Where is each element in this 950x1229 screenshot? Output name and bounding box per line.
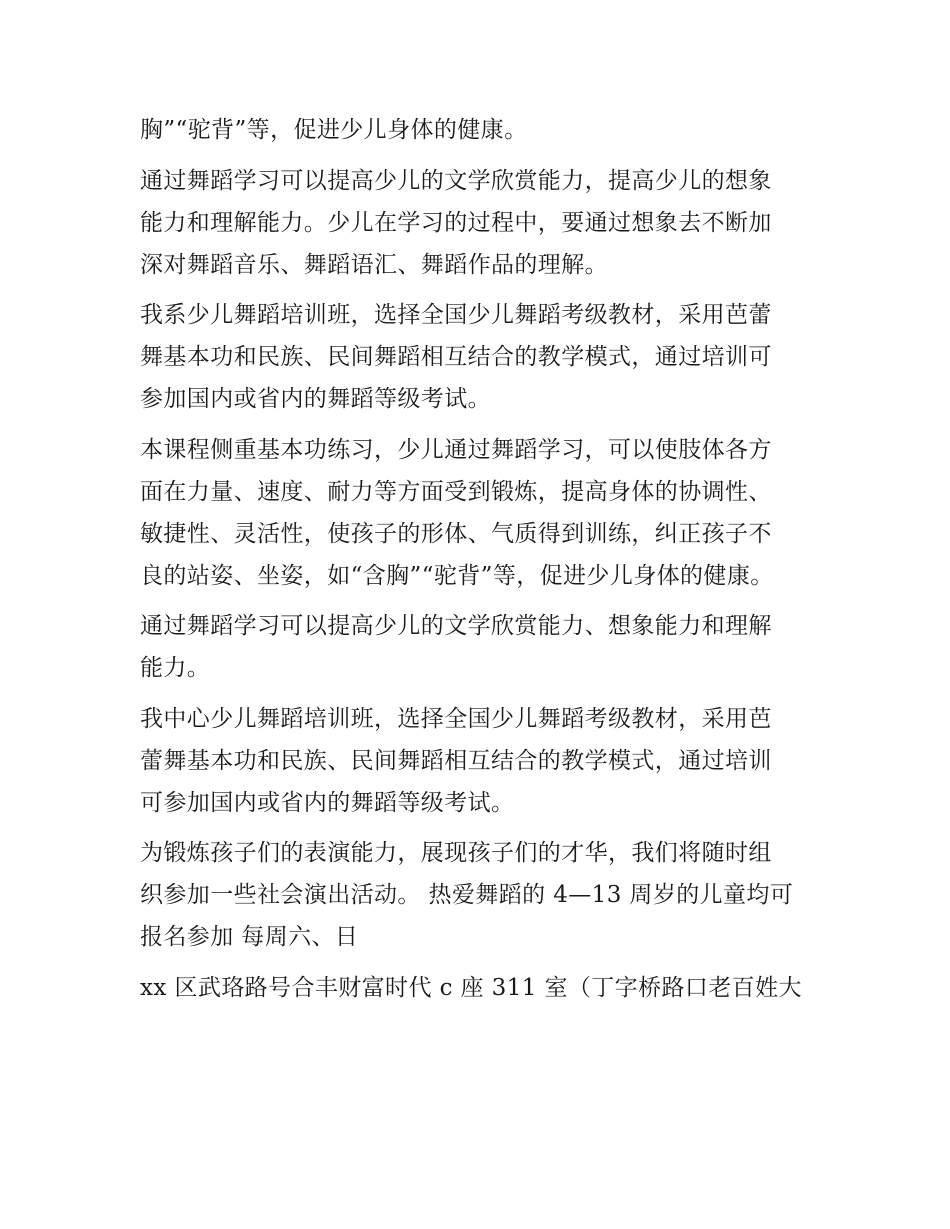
text-line: 我中心少儿舞蹈培训班，选择全国少儿舞蹈考级教材，采用芭 [140, 705, 772, 732]
paragraph [140, 605, 820, 689]
paragraph [140, 698, 820, 824]
paragraph [140, 967, 820, 1009]
paragraph [140, 160, 820, 286]
text-line: 我系少儿舞蹈培训班，选择全国少儿舞蹈考级教材，采用芭蕾 [140, 302, 772, 328]
text-line: 通过舞蹈学习可以提高少儿的文学欣赏能力，提高少儿的想象 [140, 167, 772, 194]
text-line: 敏捷性、灵活性，使孩子的形体、气质得到训练，纠正孩子不 [140, 520, 772, 547]
paragraph [140, 832, 820, 958]
text-line: 能力和理解能力。少儿在学习的过程中，要通过想象去不断加 [140, 209, 772, 236]
text-line: 通过舞蹈学习可以提高少儿的文学欣赏能力、想象能力和理解 [140, 613, 772, 639]
text-line: 蕾舞基本功和民族、民间舞蹈相互结合的教学模式，通过培训 [140, 747, 772, 774]
text-line: 织参加一些社会演出活动。 热爱舞蹈的 4—13 周岁的儿童均可 [140, 882, 794, 908]
text-line: 为锻炼孩子们的表演能力，展现孩子们的才华，我们将随时组 [140, 840, 772, 866]
text-line: 报名参加 每周六、日 [140, 924, 359, 950]
paragraph [140, 109, 820, 151]
text-line: 深对舞蹈音乐、舞蹈语汇、舞蹈作品的理解。 [140, 251, 608, 278]
text-line: 面在力量、速度、耐力等方面受到锻炼，提高身体的协调性、 [140, 478, 772, 505]
document-body [140, 109, 820, 1017]
text-line: 参加国内或省内的舞蹈等级考试。 [140, 386, 491, 412]
text-line: 能力。 [140, 655, 211, 681]
text-line: 可参加国内或省内的舞蹈等级考试。 [140, 789, 515, 816]
paragraph [140, 429, 820, 597]
text-line: 良的站姿、坐姿，如“含胸”“驼背”等，促进少儿身体的健康。 [140, 562, 774, 589]
text-line: xx 区武珞路号合丰财富时代 c 座 311 室（丁字桥路口老百姓大 [140, 974, 802, 1001]
text-line: 本课程侧重基本功练习，少儿通过舞蹈学习，可以使肢体各方 [140, 436, 772, 463]
paragraph [140, 294, 820, 420]
text-line: 舞基本功和民族、民间舞蹈相互结合的教学模式，通过培训可 [140, 344, 772, 370]
text-line: 胸”“驼背”等，促进少儿身体的健康。 [140, 117, 528, 143]
